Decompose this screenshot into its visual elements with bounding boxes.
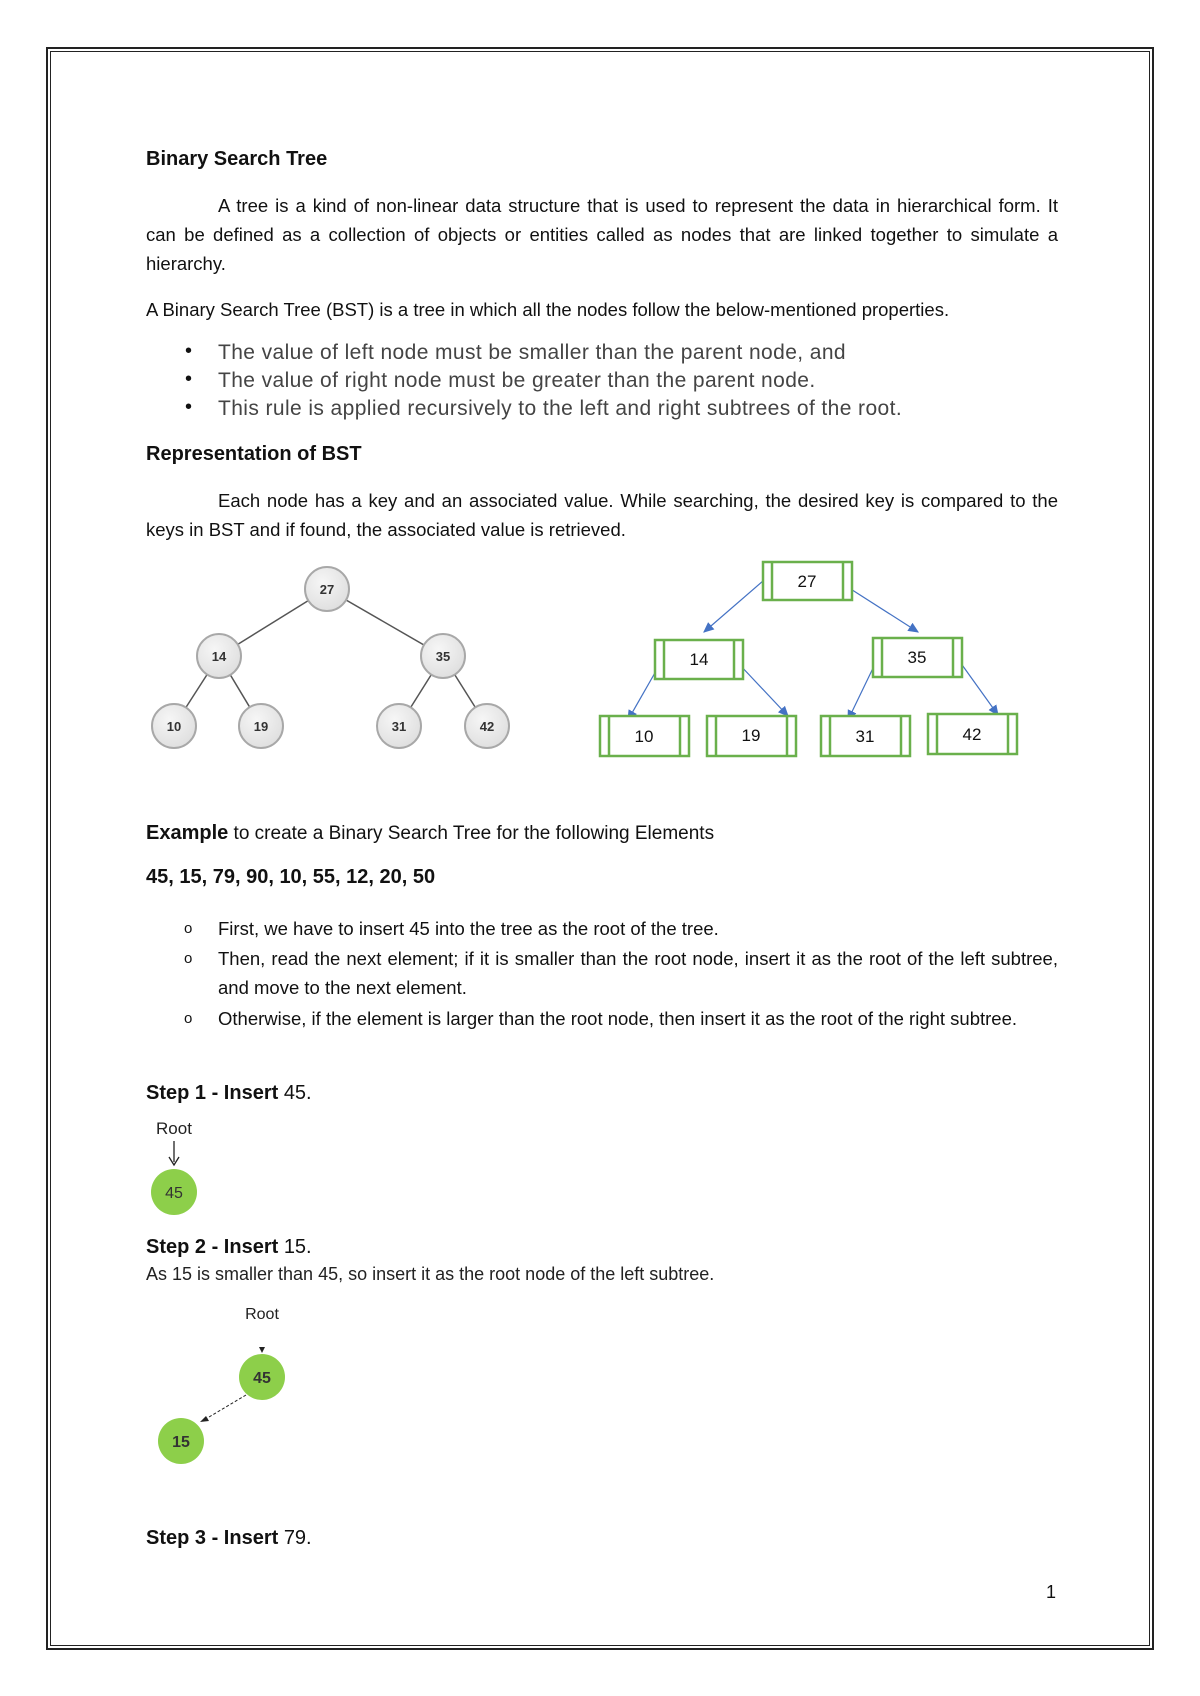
root-label: Root [245, 1306, 279, 1323]
step3-label: Step 3 - Insert [146, 1527, 284, 1549]
step2-heading [146, 1236, 312, 1259]
section-title-bst: Binary Search Tree [146, 148, 328, 170]
circle-bullet: o [184, 1010, 193, 1027]
step2-value: 15. [283, 1236, 312, 1258]
box-node-label: 31 [855, 727, 875, 746]
node-label: 15 [172, 1434, 190, 1451]
tree-arrow [704, 581, 763, 632]
tree-arrow [846, 586, 918, 632]
node-label: 19 [253, 719, 269, 734]
node-label: 45 [165, 1185, 183, 1202]
example-rest: to create a Binary Search Tree for the following Elements [228, 823, 715, 844]
node-label: 14 [211, 649, 227, 664]
example-heading [146, 822, 714, 845]
bullet-dot: • [185, 340, 193, 362]
node-label: 42 [479, 719, 495, 734]
step2-description: As 15 is smaller than 45, so insert it as the root node of the left subtree. [146, 1264, 715, 1284]
tree-arrow [960, 662, 998, 715]
tree-arrow [848, 664, 875, 720]
box-node-label: 35 [907, 648, 927, 667]
example-step-3: Otherwise, if the element is larger than the root node, then insert it as the root of the right subtree. [218, 1008, 1018, 1029]
box-tree-diagram [590, 555, 1030, 765]
property-bullet-2: The value of right node must be greater than the parent node. [218, 369, 816, 392]
property-bullet-3: This rule is applied recursively to the left and right subtrees of the root. [218, 397, 903, 420]
step1-heading [146, 1082, 312, 1105]
tree-edge [204, 1395, 246, 1420]
root-arrow-head [259, 1347, 265, 1353]
representation-paragraph: Each node has a key and an associated value. While searching, the desired key is compared to the keys in BST and if found, the associated value is retrieved. [146, 490, 1058, 540]
example-step-1: First, we have to insert 45 into the tree as the root of the tree. [218, 918, 719, 939]
section-title-representation: Representation of BST [146, 443, 362, 465]
property-bullet-1: The value of left node must be smaller than the parent node, and [218, 341, 846, 364]
step3-heading [146, 1527, 312, 1550]
edge-arrow-head [200, 1416, 209, 1422]
bst-definition: A Binary Search Tree (BST) is a tree in which all the nodes follow the below-mentioned properties. [146, 299, 950, 320]
box-node-label: 19 [741, 726, 761, 745]
box-node-label: 27 [797, 572, 817, 591]
page-number: 1 [1046, 1582, 1057, 1602]
step1-diagram [140, 1115, 220, 1225]
node-label: 27 [319, 582, 335, 597]
circle-bullet: o [184, 950, 193, 967]
circle-bullet: o [184, 920, 193, 937]
tree-arrow [739, 664, 788, 716]
node-label: 31 [391, 719, 407, 734]
step3-value: 79. [283, 1527, 312, 1549]
step2-label: Step 2 - Insert [146, 1236, 284, 1258]
circle-tree-diagram [140, 555, 530, 755]
example-bold: Example [146, 822, 229, 844]
example-step-2: Then, read the next element; if it is smaller than the root node, insert it as the root of the left subtree, and move to the next element. [218, 948, 1058, 998]
intro-paragraph: A tree is a kind of non-linear data structure that is used to represent the data in hierarchical form. It can be defined as a collection of objects or entities called as nodes that are linked together to simulate a hierarchy. [146, 195, 1058, 274]
step2-diagram [150, 1300, 310, 1480]
example-elements: 45, 15, 79, 90, 10, 55, 12, 20, 50 [146, 866, 436, 888]
node-label: 35 [435, 649, 451, 664]
step1-value: 45. [283, 1082, 312, 1104]
bullet-dot: • [185, 396, 193, 418]
node-label: 10 [166, 719, 182, 734]
root-label: Root [156, 1119, 192, 1138]
node-label: 45 [253, 1370, 271, 1387]
step1-label: Step 1 - Insert [146, 1082, 284, 1104]
bullet-dot: • [185, 368, 193, 390]
box-node-label: 10 [634, 727, 654, 746]
box-node-label: 14 [689, 650, 709, 669]
box-node-label: 42 [962, 725, 982, 744]
